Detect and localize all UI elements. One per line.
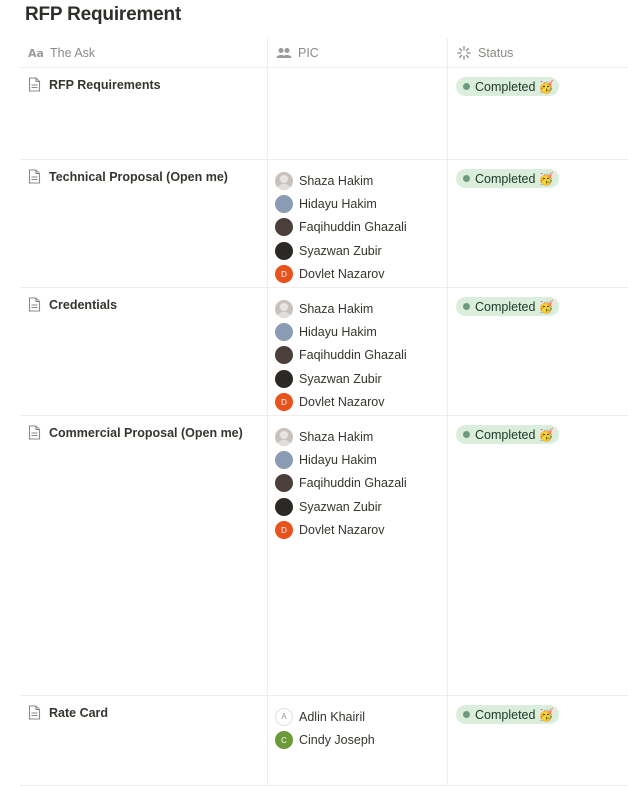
status-dot-icon (463, 175, 470, 182)
ask-title[interactable]: Rate Card (49, 706, 109, 720)
person-name: Faqihuddin Ghazali (299, 348, 407, 363)
page-icon (28, 705, 42, 721)
person-name: Syazwan Zubir (299, 371, 382, 386)
avatar (275, 521, 293, 539)
person-chip[interactable] (275, 472, 447, 495)
person-chip[interactable] (275, 216, 447, 239)
person-name: Shaza Hakim (299, 173, 374, 188)
page-title: RFP Requirement (25, 4, 182, 25)
status-icon (456, 46, 472, 60)
page-icon (28, 169, 42, 185)
database-table (20, 38, 628, 786)
person-name: Dovlet Nazarov (299, 395, 385, 410)
column-header-status[interactable] (448, 38, 628, 67)
table-row[interactable] (20, 68, 628, 160)
pic-cell[interactable] (268, 288, 448, 415)
person-chip[interactable] (275, 728, 447, 751)
status-cell[interactable] (448, 696, 628, 785)
person-chip[interactable] (275, 239, 447, 262)
avatar-initial: A (281, 712, 287, 722)
party-emoji-icon: 🥳 (538, 171, 554, 186)
ask-cell[interactable] (20, 68, 268, 159)
avatar (275, 370, 293, 388)
status-badge[interactable] (456, 169, 559, 188)
avatar (275, 731, 293, 749)
table-row[interactable] (20, 288, 628, 416)
person-chip[interactable] (275, 448, 447, 471)
page-icon (28, 77, 42, 93)
person-name: Dovlet Nazarov (299, 267, 385, 282)
person-chip[interactable] (275, 344, 447, 367)
ask-title[interactable]: RFP Requirements (49, 78, 161, 92)
avatar (275, 323, 293, 341)
person-name: Dovlet Nazarov (299, 523, 385, 538)
ask-title[interactable]: Technical Proposal (Open me) (49, 170, 228, 184)
avatar (275, 265, 293, 283)
status-cell[interactable] (448, 416, 628, 695)
avatar (275, 474, 293, 492)
status-badge[interactable] (456, 77, 559, 96)
avatar-initial: D (281, 269, 287, 279)
person-chip[interactable] (275, 320, 447, 343)
people-icon (276, 46, 292, 60)
ask-cell[interactable] (20, 288, 268, 415)
avatar (275, 451, 293, 469)
person-name: Faqihuddin Ghazali (299, 476, 407, 491)
person-chip[interactable] (275, 169, 447, 192)
status-cell[interactable] (448, 160, 628, 287)
person-chip[interactable] (275, 495, 447, 518)
page-icon (28, 297, 42, 313)
status-dot-icon (463, 711, 470, 718)
status-label: Completed (475, 79, 536, 94)
person-chip[interactable] (275, 297, 447, 320)
column-header-the-ask[interactable] (20, 38, 268, 67)
person-chip[interactable] (275, 425, 447, 448)
svg-text:Aa: Aa (28, 46, 44, 59)
party-emoji-icon: 🥳 (538, 707, 554, 722)
person-name: Hidayu Hakim (299, 453, 377, 468)
person-name: Adlin Khairil (299, 709, 366, 724)
person-name: Syazwan Zubir (299, 243, 382, 258)
person-name: Shaza Hakim (299, 429, 374, 444)
avatar (275, 708, 293, 726)
table-row[interactable] (20, 416, 628, 696)
ask-title[interactable]: Commercial Proposal (Open me) (49, 426, 243, 440)
ask-title[interactable]: Credentials (49, 298, 118, 312)
status-badge[interactable] (456, 425, 559, 444)
avatar (275, 498, 293, 516)
text-property-icon (28, 46, 44, 60)
status-label: Completed (475, 427, 536, 442)
status-label: Completed (475, 171, 536, 186)
person-name: Shaza Hakim (299, 301, 374, 316)
column-header-label: The Ask (50, 45, 96, 60)
person-chip[interactable] (275, 192, 447, 215)
avatar (275, 346, 293, 364)
column-header-pic[interactable] (268, 38, 448, 67)
status-badge[interactable] (456, 297, 559, 316)
status-badge[interactable] (456, 705, 559, 724)
page-icon (28, 425, 42, 441)
person-chip[interactable] (275, 705, 447, 728)
status-cell[interactable] (448, 68, 628, 159)
person-chip[interactable] (275, 263, 447, 286)
avatar-initial: D (281, 397, 287, 407)
person-chip[interactable] (275, 391, 447, 414)
pic-cell[interactable] (268, 416, 448, 695)
person-name: Cindy Joseph (299, 733, 375, 748)
avatar (275, 300, 293, 318)
person-name: Hidayu Hakim (299, 197, 377, 212)
column-header-label: PIC (298, 45, 319, 60)
ask-cell[interactable] (20, 160, 268, 287)
ask-cell[interactable] (20, 416, 268, 695)
person-name: Hidayu Hakim (299, 325, 377, 340)
status-dot-icon (463, 83, 470, 90)
table-row[interactable] (20, 696, 628, 786)
avatar (275, 393, 293, 411)
status-cell[interactable] (448, 288, 628, 415)
person-chip[interactable] (275, 367, 447, 390)
pic-cell[interactable] (268, 696, 448, 785)
avatar (275, 172, 293, 190)
pic-cell[interactable] (268, 160, 448, 287)
avatar (275, 195, 293, 213)
table-header (20, 38, 628, 68)
person-name: Syazwan Zubir (299, 499, 382, 514)
avatar (275, 242, 293, 260)
avatar-initial: D (281, 525, 287, 535)
avatar (275, 428, 293, 446)
pic-cell[interactable] (268, 68, 448, 159)
party-emoji-icon: 🥳 (538, 79, 554, 94)
person-chip[interactable] (275, 519, 447, 542)
avatar-initial: C (281, 735, 287, 745)
party-emoji-icon: 🥳 (538, 299, 554, 314)
status-dot-icon (463, 431, 470, 438)
column-header-label: Status (478, 45, 514, 60)
party-emoji-icon: 🥳 (538, 427, 554, 442)
ask-cell[interactable] (20, 696, 268, 785)
status-label: Completed (475, 299, 536, 314)
avatar (275, 218, 293, 236)
person-name: Faqihuddin Ghazali (299, 220, 407, 235)
table-row[interactable] (20, 160, 628, 288)
status-label: Completed (475, 707, 536, 722)
status-dot-icon (463, 303, 470, 310)
